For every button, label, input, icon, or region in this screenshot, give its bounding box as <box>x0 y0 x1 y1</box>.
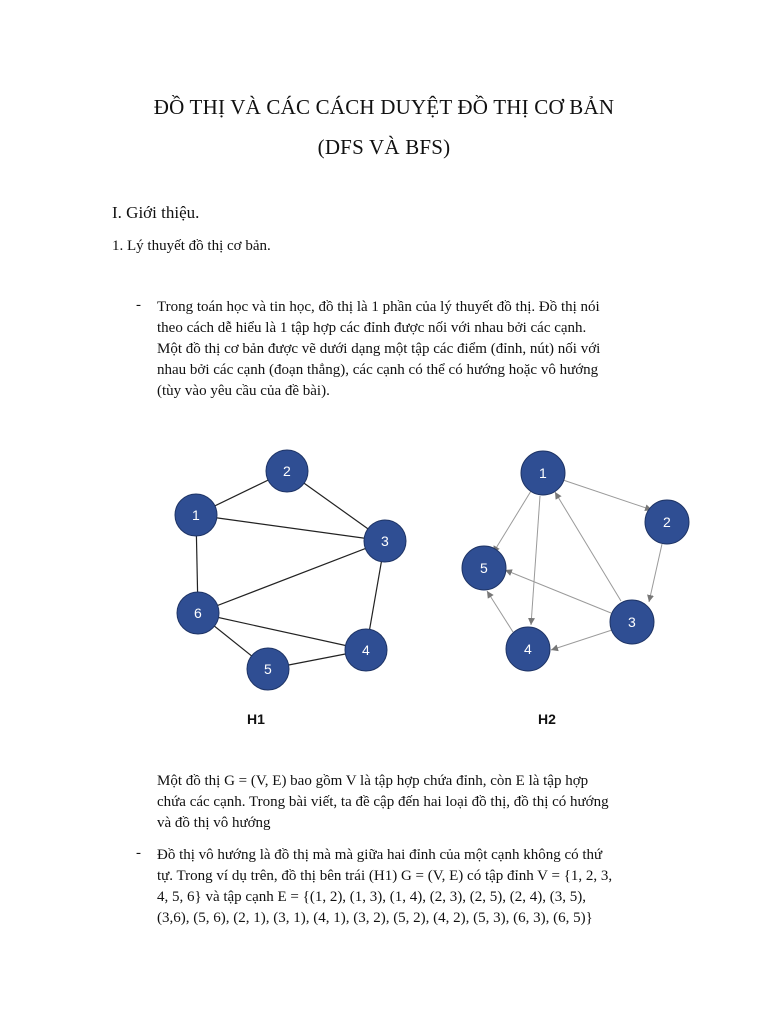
graph-node <box>177 592 219 634</box>
text-line: nhau bởi các cạnh (đoạn thẳng), các cạnh có thể có hướng hoặc vô hướng <box>157 362 599 378</box>
graph-node <box>610 600 654 644</box>
node-label: 3 <box>381 533 389 549</box>
node-label: 2 <box>663 514 671 530</box>
node-label: 4 <box>524 641 532 657</box>
graph-edge <box>196 515 385 541</box>
graph-node <box>462 546 506 590</box>
graph-edge <box>198 613 366 650</box>
node-label: 1 <box>539 465 547 481</box>
text-line: chứa các cạnh. Trong bài viết, ta đề cập đến hai loại đồ thị, đồ thị có hướng <box>157 794 609 810</box>
graph-arc <box>487 591 513 632</box>
text-line: 4, 5, 6} và tập cạnh E = {(1, 2), (1, 3), (1, 4), (2, 3), (2, 5), (2, 4), (3, 5), <box>157 889 587 905</box>
graph-arc <box>555 492 621 601</box>
text-line: Trong toán học và tin học, đồ thị là 1 phần của lý thuyết đồ thị. Đồ thị nói <box>157 299 600 315</box>
graph-h1 <box>175 450 406 690</box>
text-line: theo cách dễ hiểu là 1 tập hợp các đỉnh được nối với nhau bởi các cạnh. <box>157 320 587 336</box>
graph-node <box>364 520 406 562</box>
graph-node <box>506 627 550 671</box>
node-label: 4 <box>362 642 370 658</box>
text-line: và đồ thị vô hướng <box>157 815 271 831</box>
graph-edge <box>198 541 385 613</box>
document-title-line-1: ĐỒ THỊ VÀ CÁC CÁCH DUYỆT ĐỒ THỊ CƠ BẢN <box>153 95 615 119</box>
node-label: 5 <box>480 560 488 576</box>
subsection-heading: 1. Lý thuyết đồ thị cơ bản. <box>112 238 271 254</box>
text-line: tự. Trong ví dụ trên, đồ thị bên trái (H1) G = (V, E) có tập đỉnh V = {1, 2, 3, <box>157 868 613 884</box>
section-heading: I. Giới thiệu. <box>112 203 200 222</box>
bullet-marker: - <box>136 845 141 861</box>
graph-arc <box>551 630 612 650</box>
paragraph-graph-definition <box>157 771 657 834</box>
text-line: Đồ thị vô hướng là đồ thị mà mà giữa hai đỉnh của một cạnh không có thứ <box>157 847 603 863</box>
graph-node <box>645 500 689 544</box>
text-line: (tùy vào yêu cầu của đề bài). <box>157 383 330 399</box>
graph-node <box>345 629 387 671</box>
graph-arc <box>493 491 531 553</box>
text-line: Một đồ thị cơ bản được vẽ dưới dạng một tập các điểm (đỉnh, nút) nối với <box>157 341 601 357</box>
graph-node <box>266 450 308 492</box>
document-title-line-2: (DFS VÀ BFS) <box>317 135 451 159</box>
graph-arc <box>531 496 540 625</box>
graph-node <box>521 451 565 495</box>
graph-arc <box>563 480 652 510</box>
graph-node <box>247 648 289 690</box>
node-label: 6 <box>194 605 202 621</box>
graph-arc <box>649 544 662 602</box>
node-label: 2 <box>283 463 291 479</box>
bullet-paragraph-undirected <box>157 845 642 929</box>
figure-caption-h1: H1 <box>247 711 265 727</box>
text-line: (3,6), (5, 6), (2, 1), (3, 1), (4, 1), (3, 2), (5, 2), (4, 2), (5, 3), (6, 3), (6, 5)} <box>157 910 593 926</box>
node-label: 5 <box>264 661 272 677</box>
graph-node <box>175 494 217 536</box>
graph-h2 <box>462 451 689 671</box>
graph-arc <box>505 570 611 613</box>
text-line: Một đồ thị G = (V, E) bao gồm V là tập hợp chứa đỉnh, còn E là tập hợp <box>157 773 589 789</box>
node-label: 1 <box>192 507 200 523</box>
bullet-marker: - <box>136 297 141 313</box>
figure-caption-h2: H2 <box>538 711 556 727</box>
node-label: 3 <box>628 614 636 630</box>
